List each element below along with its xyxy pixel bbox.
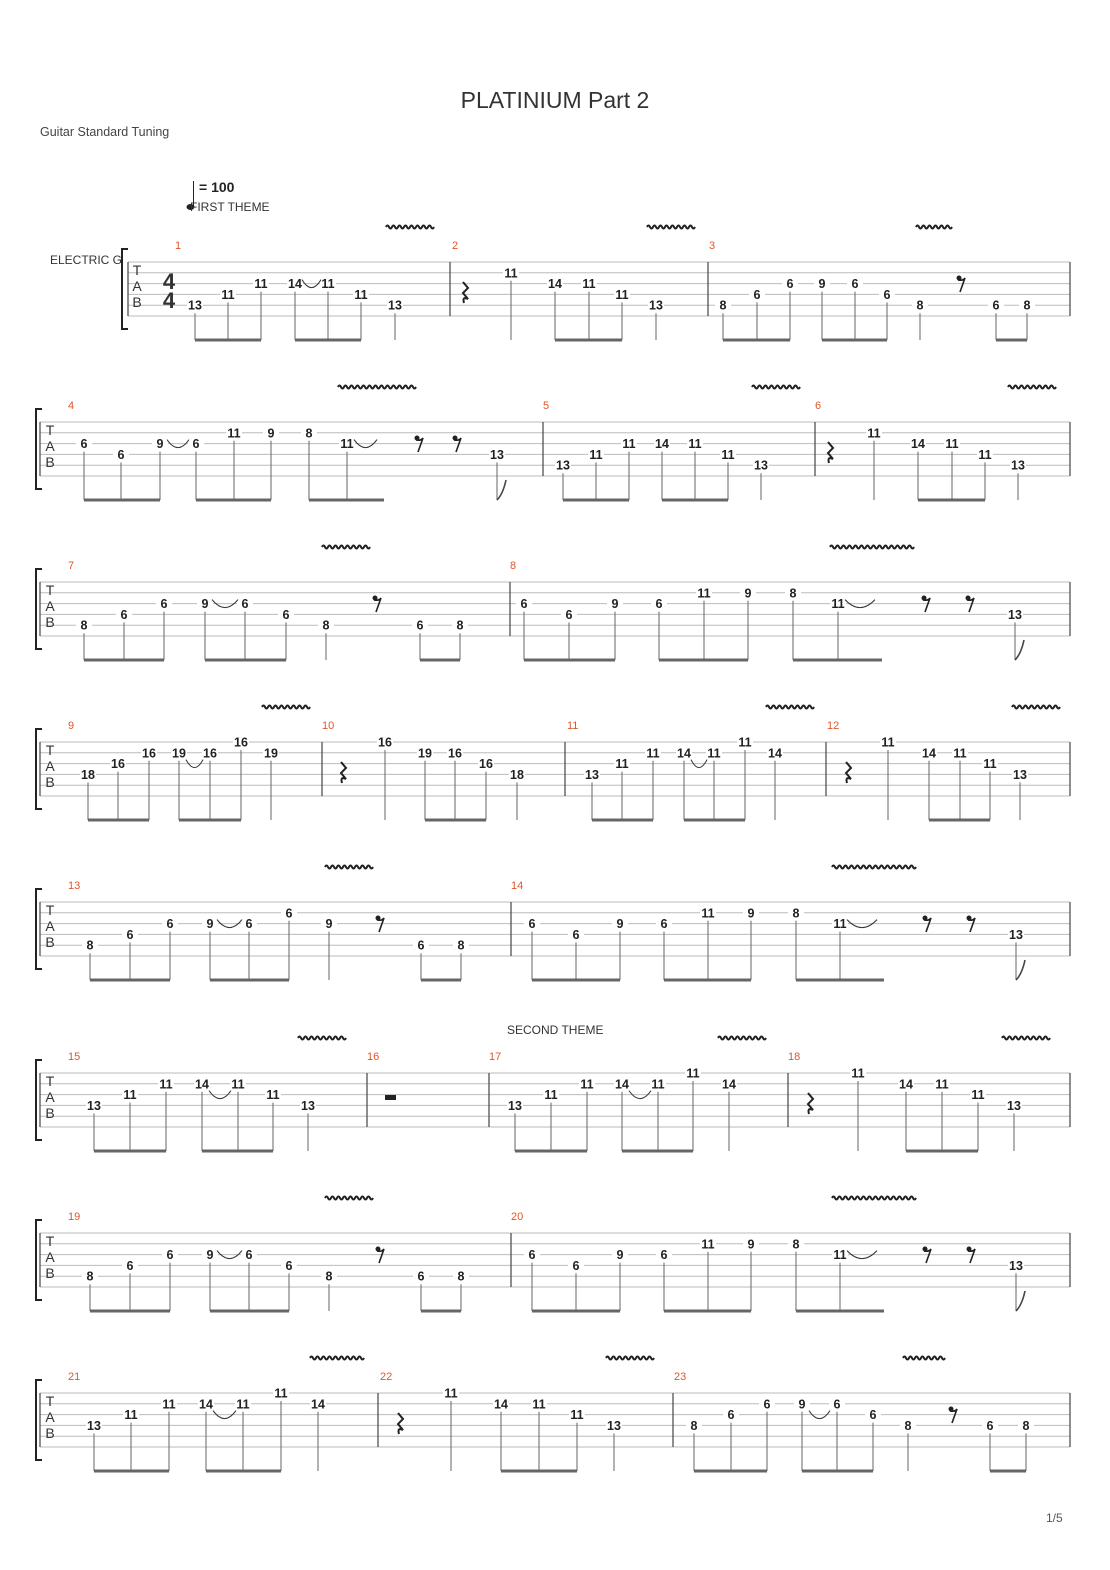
fret-number: 14	[899, 1077, 913, 1092]
fret-number: 16	[378, 735, 392, 750]
fret-number: 18	[81, 767, 95, 782]
fret-number: 13	[188, 298, 202, 313]
fret-number: 6	[786, 277, 794, 292]
eighth-rest-stroke	[924, 1249, 931, 1263]
fret-number: 19	[172, 746, 186, 761]
eighth-rest-stroke	[416, 438, 423, 452]
fret-number: 8	[456, 618, 464, 633]
fret-number: 6	[166, 917, 174, 932]
fret-number: 6	[833, 1397, 841, 1412]
bar-number: 14	[511, 880, 524, 892]
bar-number: 21	[68, 1371, 81, 1383]
fret-number: 11	[953, 746, 967, 761]
system-bracket	[122, 249, 128, 329]
tab-clef-a: A	[132, 278, 142, 294]
vibrato-mark	[830, 546, 914, 549]
fret-number: 14	[311, 1397, 325, 1412]
fret-number: 9	[325, 917, 333, 932]
system-bracket	[36, 1380, 42, 1460]
fret-number: 6	[241, 597, 249, 612]
fret-number: 11	[935, 1077, 949, 1092]
eighth-rest-stroke	[950, 1409, 957, 1423]
fret-number: 8	[457, 938, 465, 953]
fret-number: 8	[322, 618, 330, 633]
time-signature-bottom: 4	[162, 288, 176, 313]
fret-number: 6	[285, 906, 293, 921]
fret-number: 9	[616, 1248, 624, 1263]
tab-clef-b: B	[45, 454, 55, 470]
fret-number: 19	[418, 746, 432, 761]
eighth-rest-stroke	[374, 598, 381, 612]
fret-number: 9	[818, 277, 826, 292]
fret-number: 16	[203, 746, 217, 761]
fret-number: 8	[325, 1269, 333, 1284]
eighth-rest-stroke	[377, 918, 384, 932]
tuning-label: Guitar Standard Tuning	[40, 125, 170, 139]
bar-number: 7	[68, 560, 75, 572]
eighth-flag	[1015, 640, 1024, 660]
fret-number: 9	[747, 1237, 755, 1252]
fret-number: 11	[236, 1397, 250, 1412]
fret-number: 13	[607, 1418, 621, 1433]
tab-clef-a: A	[45, 1249, 55, 1265]
fret-number: 11	[570, 1408, 584, 1423]
eighth-rest-stroke	[967, 598, 974, 612]
fret-number: 18	[510, 767, 524, 782]
fret-number: 8	[305, 426, 313, 441]
fret-number: 6	[160, 597, 168, 612]
fret-number: 11	[354, 287, 368, 302]
fret-number: 8	[916, 298, 924, 313]
bar-number: 18	[788, 1051, 801, 1063]
fret-number: 11	[444, 1386, 458, 1401]
fret-number: 11	[651, 1077, 665, 1092]
fret-number: 6	[245, 1248, 253, 1263]
fret-number: 11	[701, 906, 715, 921]
bar-number: 12	[827, 720, 840, 732]
fret-number: 6	[528, 1248, 536, 1263]
tab-clef-a: A	[45, 1089, 55, 1105]
page-number: 1/5	[1046, 1511, 1063, 1525]
fret-number: 11	[867, 426, 881, 441]
eighth-rest-stroke	[924, 918, 931, 932]
fret-number: 14	[677, 746, 691, 761]
fret-number: 11	[833, 917, 847, 932]
fret-number: 14	[615, 1077, 629, 1092]
fret-number: 8	[457, 1269, 465, 1284]
fret-number: 11	[221, 287, 235, 302]
fret-number: 6	[572, 927, 580, 942]
fret-number: 11	[123, 1088, 137, 1103]
quarter-rest-icon	[341, 762, 346, 783]
fret-number: 13	[508, 1098, 522, 1113]
fret-number: 9	[611, 597, 619, 612]
fret-number: 11	[227, 426, 241, 441]
tab-clef-b: B	[132, 294, 142, 310]
fret-number: 11	[738, 735, 752, 750]
tab-clef-b: B	[45, 1265, 55, 1281]
vibrato-mark	[322, 546, 370, 549]
fret-number: 6	[80, 437, 88, 452]
fret-number: 9	[206, 1248, 214, 1263]
fret-number: 6	[660, 1248, 668, 1263]
fret-number: 13	[1009, 1258, 1023, 1273]
fret-number: 11	[622, 437, 636, 452]
system-bracket	[36, 409, 42, 489]
vibrato-mark	[1002, 1037, 1050, 1040]
vibrato-mark	[903, 1357, 945, 1360]
fret-number: 14	[655, 437, 669, 452]
fret-number: 13	[649, 298, 663, 313]
fret-number: 11	[971, 1088, 985, 1103]
vibrato-mark	[298, 1037, 346, 1040]
fret-number: 11	[580, 1077, 594, 1092]
fret-number: 11	[646, 746, 660, 761]
vibrato-mark	[1012, 706, 1060, 709]
fret-number: 11	[833, 1248, 847, 1263]
tab-clef-t: T	[45, 742, 55, 758]
fret-number: 11	[124, 1408, 138, 1423]
whole-rest-icon	[385, 1095, 396, 1100]
fret-number: 13	[585, 767, 599, 782]
fret-number: 8	[792, 1237, 800, 1252]
fret-number: 14	[288, 277, 302, 292]
fret-number: 8	[86, 938, 94, 953]
fret-number: 6	[753, 287, 761, 302]
vibrato-mark	[606, 1357, 654, 1360]
fret-number: 13	[1013, 767, 1027, 782]
system-bracket	[36, 889, 42, 969]
time-signature-top: 4	[162, 269, 176, 294]
tab-clef-t: T	[132, 262, 142, 278]
fret-number: 8	[1023, 298, 1031, 313]
vibrato-mark	[916, 226, 952, 229]
fret-number: 13	[87, 1418, 101, 1433]
system-bracket	[36, 1220, 42, 1300]
system-bracket	[36, 1060, 42, 1140]
fret-number: 11	[701, 1237, 715, 1252]
fret-number: 11	[721, 447, 735, 462]
fret-number: 11	[831, 597, 845, 612]
fret-number: 11	[582, 277, 596, 292]
fret-number: 6	[245, 917, 253, 932]
fret-number: 11	[686, 1066, 700, 1081]
fret-number: 6	[727, 1408, 735, 1423]
bar-number: 3	[709, 240, 716, 252]
instrument-label: ELECTRIC G	[50, 253, 123, 267]
fret-number: 6	[572, 1258, 580, 1273]
fret-number: 11	[851, 1066, 865, 1081]
tab-clef-b: B	[45, 774, 55, 790]
fret-number: 9	[206, 917, 214, 932]
bar-number: 4	[68, 400, 75, 412]
fret-number: 6	[869, 1408, 877, 1423]
eighth-flag	[1016, 1291, 1025, 1311]
fret-number: 14	[199, 1397, 213, 1412]
vibrato-mark	[766, 706, 814, 709]
system-bracket	[36, 569, 42, 649]
fret-number: 16	[479, 757, 493, 772]
fret-number: 6	[282, 607, 290, 622]
eighth-rest-stroke	[923, 598, 930, 612]
bar-number: 20	[511, 1211, 524, 1223]
eighth-rest-stroke	[377, 1249, 384, 1263]
tab-clef-t: T	[45, 1233, 55, 1249]
fret-number: 13	[1011, 458, 1025, 473]
fret-number: 8	[719, 298, 727, 313]
fret-number: 6	[120, 607, 128, 622]
fret-number: 14	[922, 746, 936, 761]
quarter-rest-icon	[828, 442, 833, 463]
fret-number: 14	[494, 1397, 508, 1412]
tab-clef-b: B	[45, 1105, 55, 1121]
vibrato-mark	[338, 386, 416, 389]
fret-number: 13	[301, 1098, 315, 1113]
bar-number: 2	[452, 240, 459, 252]
fret-number: 6	[117, 447, 125, 462]
fret-number: 11	[231, 1077, 245, 1092]
fret-number: 6	[763, 1397, 771, 1412]
vibrato-mark	[832, 1197, 916, 1200]
tab-clef-t: T	[45, 1073, 55, 1089]
vibrato-mark	[386, 226, 434, 229]
fret-number: 9	[747, 906, 755, 921]
fret-number: 13	[1008, 607, 1022, 622]
vibrato-mark	[1008, 386, 1056, 389]
tab-clef-b: B	[45, 614, 55, 630]
fret-number: 11	[340, 437, 354, 452]
fret-number: 13	[1007, 1098, 1021, 1113]
fret-number: 13	[754, 458, 768, 473]
fret-number: 6	[126, 927, 134, 942]
tempo-marking: = 100	[199, 179, 235, 195]
bar-number: 11	[567, 720, 579, 732]
eighth-flag	[497, 480, 506, 500]
score-title: PLATINIUM Part 2	[460, 87, 650, 114]
fret-number: 6	[660, 917, 668, 932]
eighth-rest-stroke	[958, 278, 965, 292]
fret-number: 6	[126, 1258, 134, 1273]
quarter-rest-icon	[846, 762, 851, 783]
fret-number: 8	[1022, 1418, 1030, 1433]
quarter-rest-icon	[463, 282, 468, 303]
fret-number: 11	[945, 437, 959, 452]
tab-clef-t: T	[45, 1393, 55, 1409]
vibrato-mark	[718, 1037, 766, 1040]
fret-number: 11	[697, 586, 711, 601]
fret-number: 14	[768, 746, 782, 761]
fret-number: 9	[201, 597, 209, 612]
fret-number: 11	[589, 447, 603, 462]
fret-number: 11	[159, 1077, 173, 1092]
fret-number: 16	[448, 746, 462, 761]
section-label-second-theme: SECOND THEME	[507, 1023, 604, 1037]
fret-number: 8	[789, 586, 797, 601]
fret-number: 13	[1009, 927, 1023, 942]
tab-clef-b: B	[45, 1425, 55, 1441]
fret-number: 6	[992, 298, 1000, 313]
vibrato-mark	[647, 226, 695, 229]
bar-number: 9	[68, 720, 75, 732]
fret-number: 6	[285, 1258, 293, 1273]
bar-number: 15	[68, 1051, 81, 1063]
fret-number: 8	[86, 1269, 94, 1284]
fret-number: 19	[264, 746, 278, 761]
fret-number: 9	[267, 426, 275, 441]
fret-number: 6	[417, 1269, 425, 1284]
vibrato-mark	[262, 706, 310, 709]
fret-number: 6	[655, 597, 663, 612]
fret-number: 6	[528, 917, 536, 932]
tab-clef-a: A	[45, 598, 55, 614]
fret-number: 16	[234, 735, 248, 750]
fret-number: 8	[792, 906, 800, 921]
eighth-rest-stroke	[968, 918, 975, 932]
bar-number: 23	[674, 1371, 687, 1383]
vibrato-mark	[752, 386, 800, 389]
vibrato-mark	[310, 1357, 364, 1360]
tab-clef-a: A	[45, 438, 55, 454]
quarter-rest-icon	[398, 1413, 403, 1434]
fret-number: 11	[532, 1397, 546, 1412]
tab-clef-a: A	[45, 918, 55, 934]
fret-number: 6	[166, 1248, 174, 1263]
bar-number: 6	[815, 400, 822, 412]
fret-number: 16	[142, 746, 156, 761]
fret-number: 11	[881, 735, 895, 750]
bar-number: 19	[68, 1211, 81, 1223]
fret-number: 6	[565, 607, 573, 622]
fret-number: 11	[504, 266, 518, 281]
eighth-rest-stroke	[968, 1249, 975, 1263]
fret-number: 13	[87, 1098, 101, 1113]
eighth-rest-stroke	[454, 438, 461, 452]
fret-number: 11	[544, 1088, 558, 1103]
fret-number: 11	[688, 437, 702, 452]
fret-number: 11	[615, 287, 629, 302]
tab-clef-a: A	[45, 1409, 55, 1425]
fret-number: 6	[416, 618, 424, 633]
fret-number: 11	[615, 757, 629, 772]
fret-number: 6	[417, 938, 425, 953]
fret-number: 14	[195, 1077, 209, 1092]
fret-number: 6	[883, 287, 891, 302]
quarter-rest-icon	[808, 1093, 813, 1114]
eighth-flag	[1016, 960, 1025, 980]
bar-number: 17	[489, 1051, 502, 1063]
fret-number: 9	[744, 586, 752, 601]
vibrato-mark	[325, 866, 373, 869]
fret-number: 14	[548, 277, 562, 292]
fret-number: 11	[254, 277, 268, 292]
fret-number: 8	[80, 618, 88, 633]
fret-number: 9	[156, 437, 164, 452]
fret-number: 16	[111, 757, 125, 772]
fret-number: 14	[722, 1077, 736, 1092]
fret-number: 11	[707, 746, 721, 761]
fret-number: 11	[266, 1088, 280, 1103]
fret-number: 6	[851, 277, 859, 292]
bar-number: 5	[543, 400, 550, 412]
bar-number: 1	[175, 240, 182, 252]
tab-clef-t: T	[45, 422, 55, 438]
fret-number: 6	[192, 437, 200, 452]
fret-number: 6	[986, 1418, 994, 1433]
bar-number: 13	[68, 880, 81, 892]
tab-clef-a: A	[45, 758, 55, 774]
bar-number: 22	[380, 1371, 393, 1383]
vibrato-mark	[832, 866, 916, 869]
fret-number: 13	[388, 298, 402, 313]
system-bracket	[36, 729, 42, 809]
fret-number: 11	[162, 1397, 176, 1412]
bar-number: 16	[367, 1051, 380, 1063]
fret-number: 11	[321, 277, 335, 292]
vibrato-mark	[325, 1197, 373, 1200]
tab-clef-b: B	[45, 934, 55, 950]
fret-number: 11	[978, 447, 992, 462]
bar-number: 8	[510, 560, 517, 572]
fret-number: 6	[520, 597, 528, 612]
fret-number: 8	[904, 1418, 912, 1433]
fret-number: 13	[556, 458, 570, 473]
section-label-first-theme: FIRST THEME	[190, 200, 270, 214]
fret-number: 14	[911, 437, 925, 452]
fret-number: 9	[798, 1397, 806, 1412]
tab-clef-t: T	[45, 902, 55, 918]
fret-number: 13	[490, 447, 504, 462]
tab-clef-t: T	[45, 582, 55, 598]
fret-number: 9	[616, 917, 624, 932]
fret-number: 11	[274, 1386, 288, 1401]
bar-number: 10	[322, 720, 335, 732]
fret-number: 8	[690, 1418, 698, 1433]
fret-number: 11	[983, 757, 997, 772]
